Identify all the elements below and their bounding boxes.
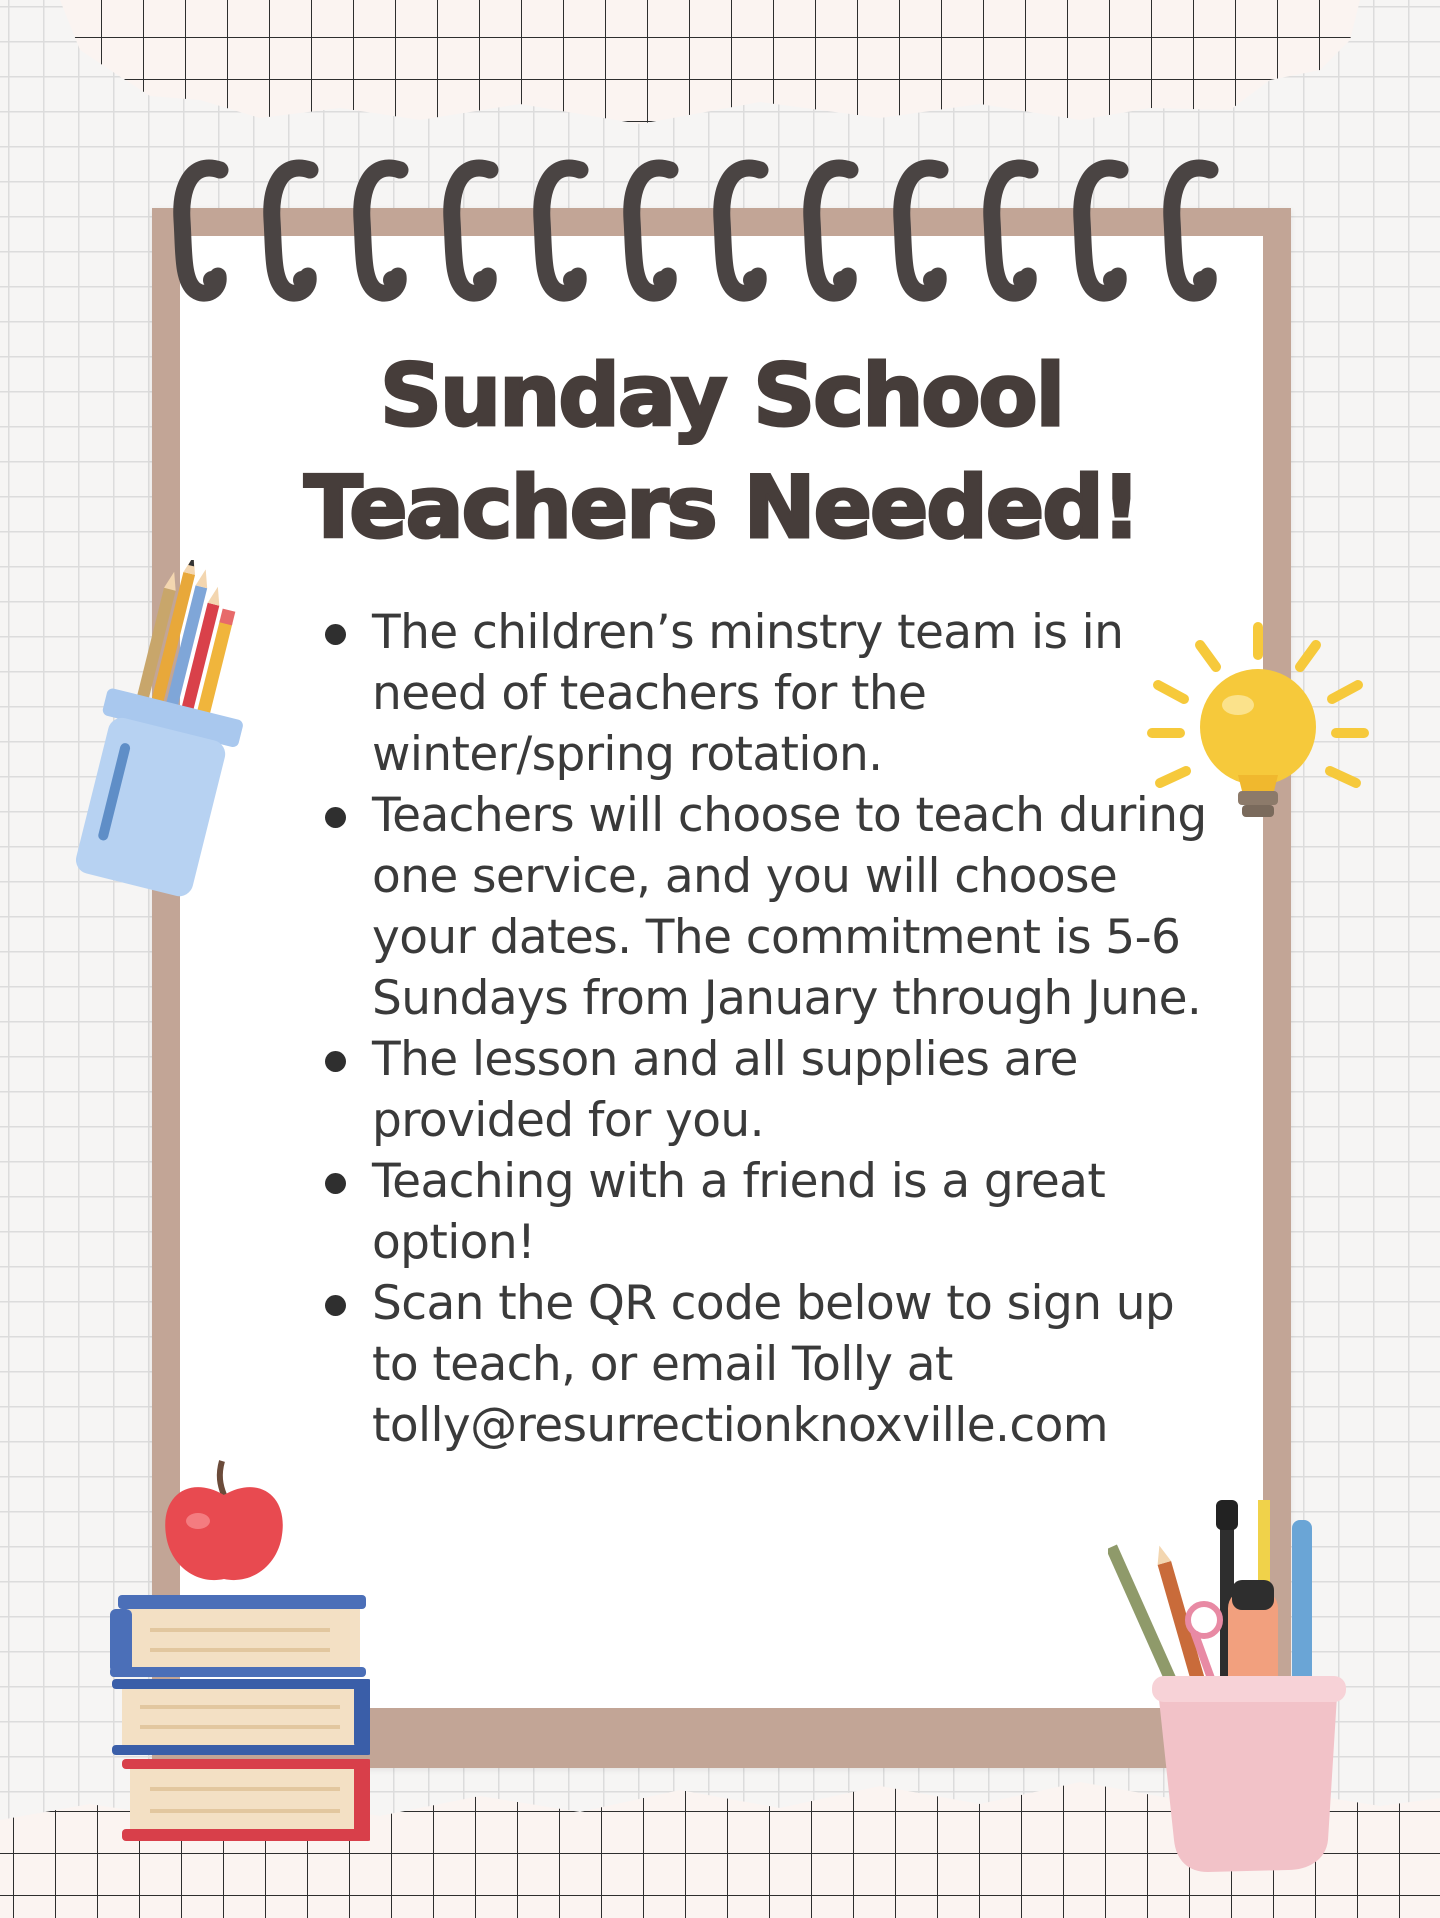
bullet-item: The lesson and all supplies are provided for you. xyxy=(372,1029,1212,1151)
title-line-1: Sunday School xyxy=(379,346,1064,446)
torn-paper-strip-top xyxy=(0,0,1440,140)
bullet-item: Teachers will choose to teach during one service, and you will choose your dates. The commitment is 5-6 Sundays from January through June. xyxy=(372,785,1212,1029)
page-title xyxy=(180,340,1263,564)
spiral-rings-icon xyxy=(150,140,1250,320)
light-bulb-icon xyxy=(1138,615,1378,855)
bullet-item: The children’s minstry team is in need of teachers for the winter/spring rotation. xyxy=(372,602,1212,785)
bullet-item: Scan the QR code below to sign up to teach, or email Tolly at tolly@resurrectionknoxville.com xyxy=(372,1273,1212,1456)
bullet-item: Teaching with a friend is a great option! xyxy=(372,1151,1212,1273)
pencil-cup-icon xyxy=(1108,1500,1378,1880)
info-bullet-list xyxy=(320,602,1212,1456)
apple-books-icon xyxy=(100,1455,370,1855)
title-line-2: Teachers Needed! xyxy=(304,458,1139,558)
pencil-jar-icon xyxy=(52,560,262,900)
